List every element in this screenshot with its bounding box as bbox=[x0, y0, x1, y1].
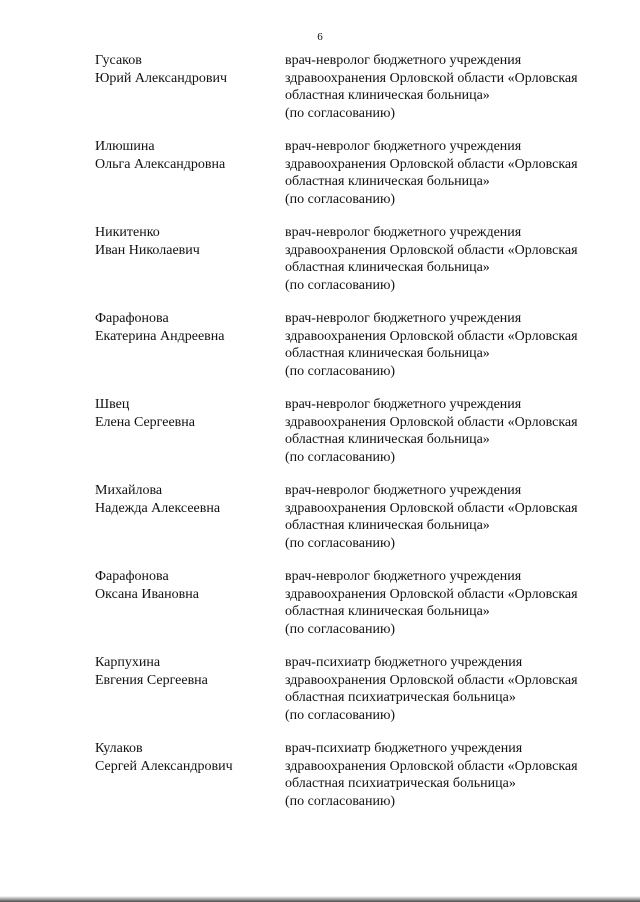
member-position bbox=[285, 482, 615, 552]
member-surname: Никитенко bbox=[95, 225, 160, 240]
member-given-names: Ольга Александровна bbox=[95, 156, 226, 172]
member-name bbox=[95, 310, 275, 345]
position-line: здравоохранения Орловской области «Орловская bbox=[285, 70, 578, 86]
position-note: (по согласованию) bbox=[285, 793, 396, 809]
position-line: врач-психиатр бюджетного учреждения bbox=[285, 655, 523, 670]
member-surname: Гусаков bbox=[95, 53, 142, 68]
member-name bbox=[95, 654, 275, 689]
member-position bbox=[285, 568, 615, 638]
member-position bbox=[285, 310, 615, 380]
member-surname: Михайлова bbox=[95, 483, 163, 498]
member-entry bbox=[0, 654, 640, 734]
member-name bbox=[95, 52, 275, 87]
position-note: (по согласованию) bbox=[285, 449, 396, 465]
position-line: областная клиническая больница» bbox=[285, 260, 490, 275]
member-given-names: Елена Сергеевна bbox=[95, 414, 195, 430]
member-position bbox=[285, 52, 615, 122]
position-note: (по согласованию) bbox=[285, 277, 396, 293]
member-name bbox=[95, 482, 275, 517]
member-name bbox=[95, 224, 275, 259]
position-line: врач-невролог бюджетного учреждения bbox=[285, 569, 522, 584]
position-line: здравоохранения Орловской области «Орловская bbox=[285, 586, 578, 602]
position-note: (по согласованию) bbox=[285, 105, 396, 121]
position-line: здравоохранения Орловской области «Орловская bbox=[285, 242, 578, 258]
position-note: (по согласованию) bbox=[285, 621, 396, 637]
position-line: врач-невролог бюджетного учреждения bbox=[285, 139, 522, 154]
position-line: врач-невролог бюджетного учреждения bbox=[285, 483, 522, 498]
position-line: здравоохранения Орловской области «Орловская bbox=[285, 156, 578, 172]
member-given-names: Иван Николаевич bbox=[95, 242, 200, 258]
member-surname: Фарафонова bbox=[95, 311, 169, 326]
position-note: (по согласованию) bbox=[285, 535, 396, 551]
member-given-names: Юрий Александрович bbox=[95, 70, 227, 86]
member-given-names: Евгения Сергеевна bbox=[95, 672, 208, 688]
member-given-names: Надежда Алексеевна bbox=[95, 500, 221, 516]
member-name bbox=[95, 740, 275, 775]
position-line: областная психиатрическая больница» bbox=[285, 690, 516, 705]
member-position bbox=[285, 654, 615, 724]
member-entry bbox=[0, 482, 640, 562]
member-surname: Илюшина bbox=[95, 139, 155, 154]
position-note: (по согласованию) bbox=[285, 707, 396, 723]
member-surname: Фарафонова bbox=[95, 569, 169, 584]
member-surname: Карпухина bbox=[95, 655, 161, 670]
position-line: здравоохранения Орловской области «Орловская bbox=[285, 500, 578, 516]
position-line: областная клиническая больница» bbox=[285, 518, 490, 533]
position-line: врач-психиатр бюджетного учреждения bbox=[285, 741, 523, 756]
page-number: 6 bbox=[317, 31, 323, 43]
member-entry bbox=[0, 310, 640, 390]
member-given-names: Екатерина Андреевна bbox=[95, 328, 225, 344]
position-line: здравоохранения Орловской области «Орловская bbox=[285, 672, 578, 688]
member-entry bbox=[0, 52, 640, 132]
member-entry bbox=[0, 138, 640, 218]
member-position bbox=[285, 224, 615, 294]
member-position bbox=[285, 138, 615, 208]
position-line: врач-невролог бюджетного учреждения bbox=[285, 311, 522, 326]
position-line: областная психиатрическая больница» bbox=[285, 776, 516, 791]
member-entry bbox=[0, 568, 640, 648]
member-entry bbox=[0, 224, 640, 304]
position-line: здравоохранения Орловской области «Орловская bbox=[285, 758, 578, 774]
member-name bbox=[95, 568, 275, 603]
position-line: врач-невролог бюджетного учреждения bbox=[285, 397, 522, 412]
position-line: здравоохранения Орловской области «Орловская bbox=[285, 414, 578, 430]
position-line: областная клиническая больница» bbox=[285, 604, 490, 619]
member-position bbox=[285, 396, 615, 466]
member-position bbox=[285, 740, 615, 810]
position-note: (по согласованию) bbox=[285, 363, 396, 379]
position-line: областная клиническая больница» bbox=[285, 346, 490, 361]
member-surname: Швец bbox=[95, 397, 130, 412]
member-name bbox=[95, 138, 275, 173]
position-line: областная клиническая больница» bbox=[285, 174, 490, 189]
member-entry bbox=[0, 740, 640, 820]
member-given-names: Оксана Ивановна bbox=[95, 586, 199, 602]
position-line: врач-невролог бюджетного учреждения bbox=[285, 225, 522, 240]
position-note: (по согласованию) bbox=[285, 191, 396, 207]
member-surname: Кулаков bbox=[95, 741, 143, 756]
member-name bbox=[95, 396, 275, 431]
position-line: областная клиническая больница» bbox=[285, 88, 490, 103]
position-line: здравоохранения Орловской области «Орловская bbox=[285, 328, 578, 344]
scan-bottom-edge bbox=[0, 896, 640, 902]
member-given-names: Сергей Александрович bbox=[95, 758, 233, 774]
position-line: врач-невролог бюджетного учреждения bbox=[285, 53, 522, 68]
member-entry bbox=[0, 396, 640, 476]
position-line: областная клиническая больница» bbox=[285, 432, 490, 447]
